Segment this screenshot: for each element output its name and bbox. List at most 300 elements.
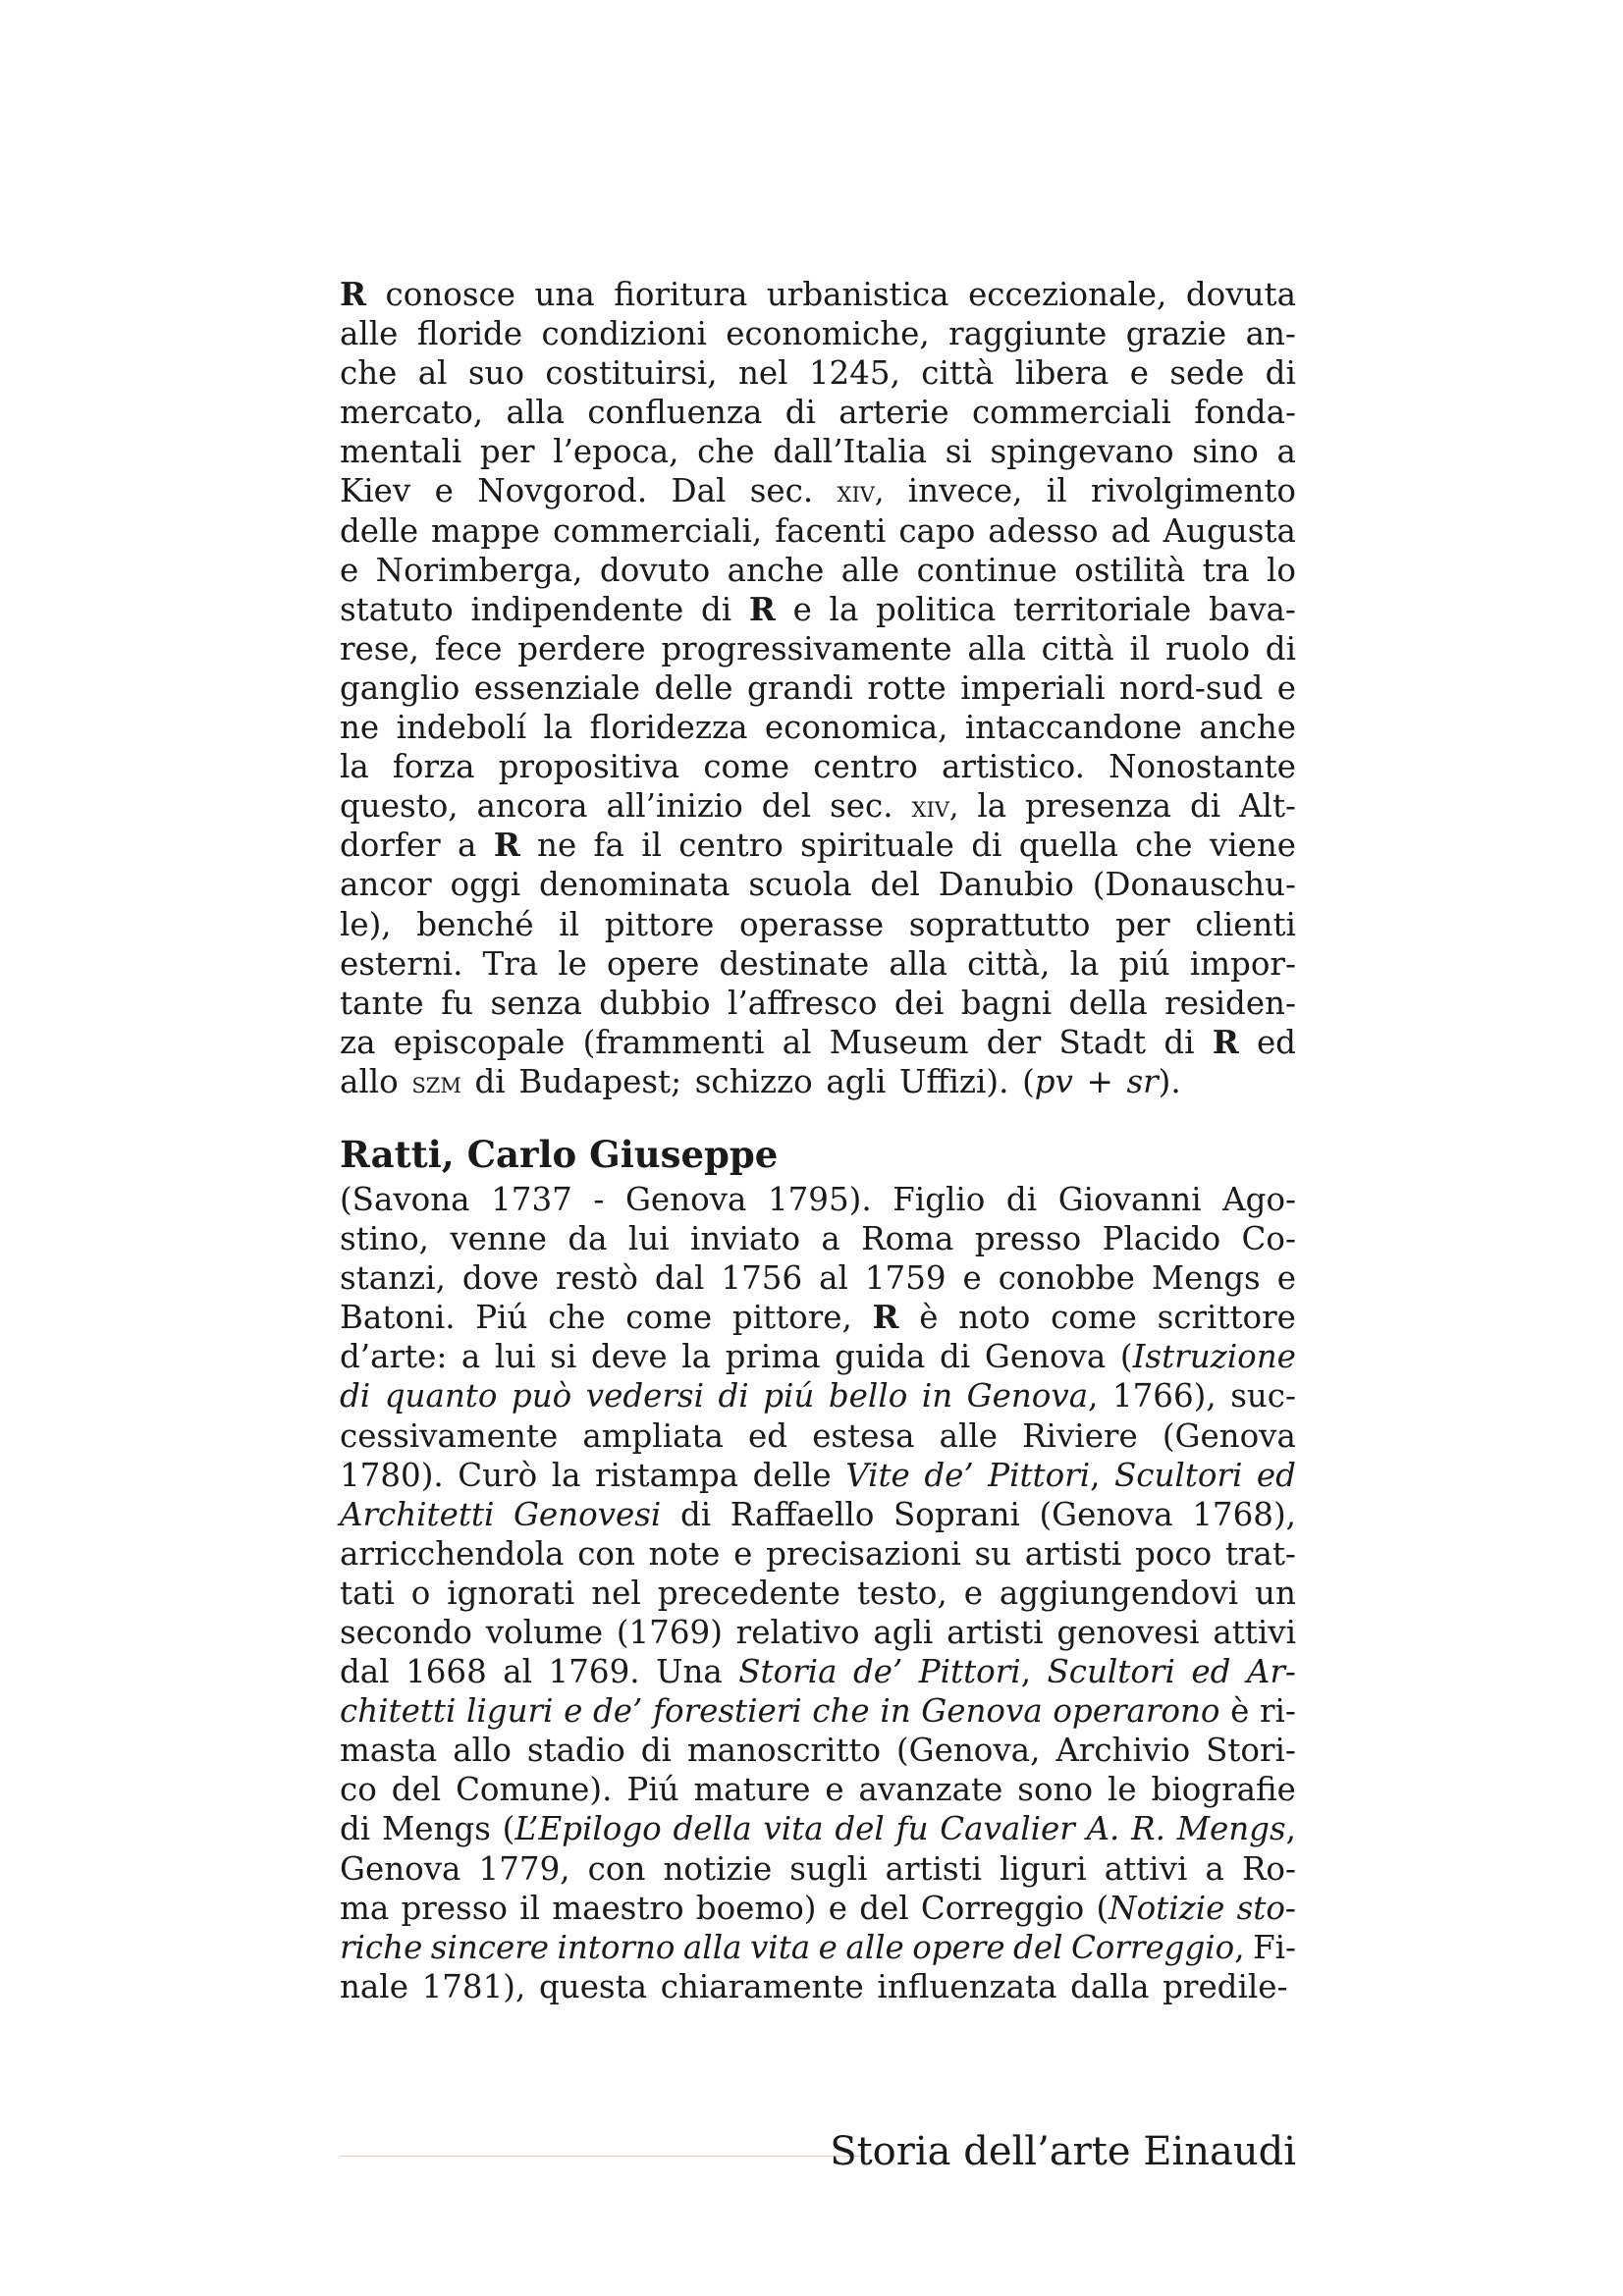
word: (Notizie xyxy=(1096,1889,1225,1927)
word: senza xyxy=(490,984,582,1022)
word: presso xyxy=(974,1220,1082,1258)
word: di xyxy=(1265,629,1296,667)
word: denominata xyxy=(538,866,730,904)
word: territoriale xyxy=(1012,590,1192,628)
word: il xyxy=(1046,472,1067,510)
word: Kiev xyxy=(340,472,411,510)
word: 1780). xyxy=(340,1456,444,1494)
word: impor- xyxy=(1189,944,1296,983)
word: ancor xyxy=(340,866,432,904)
word: dove xyxy=(461,1259,539,1298)
word: sugli xyxy=(789,1849,868,1888)
text-line xyxy=(340,1809,1296,1848)
word: di xyxy=(700,590,732,628)
text-line xyxy=(340,1928,1296,1967)
word: Ago- xyxy=(1222,1180,1296,1218)
word: centro xyxy=(813,748,918,786)
word: Fi- xyxy=(1253,1928,1296,1966)
word: commerciali, xyxy=(552,511,763,550)
word: 1781), xyxy=(421,1967,526,2005)
word: indebolí xyxy=(396,709,527,747)
word: ampliata xyxy=(582,1416,724,1455)
word: Museum xyxy=(829,1023,969,1061)
word: operasse xyxy=(739,905,885,943)
word: quella xyxy=(1018,827,1118,865)
text-line xyxy=(340,511,1296,551)
word: nel xyxy=(591,1574,641,1612)
word: le xyxy=(1107,1771,1137,1809)
word: è xyxy=(919,1299,939,1337)
word: ri- xyxy=(1260,1692,1296,1731)
word: alla xyxy=(889,944,947,983)
word: libera xyxy=(1014,354,1109,393)
word: alle xyxy=(840,551,900,589)
word: der xyxy=(986,1023,1042,1061)
word: facenti xyxy=(775,511,887,550)
word: opere xyxy=(607,944,700,983)
word: masta xyxy=(340,1732,438,1770)
word: operarono xyxy=(1053,1692,1220,1731)
footer-title: Storia dell’arte Einaudi xyxy=(830,2129,1296,2174)
word: centro xyxy=(678,827,784,865)
word: costituirsi, xyxy=(545,354,718,393)
word: lui xyxy=(627,1220,670,1258)
word: statuto xyxy=(340,590,454,628)
word: sincere xyxy=(430,1928,549,1966)
text-line xyxy=(340,786,1296,826)
text-line xyxy=(340,471,1296,510)
word: confluenza xyxy=(587,394,763,432)
word: ne xyxy=(340,709,380,747)
text-line xyxy=(340,1337,1296,1376)
word: fu xyxy=(895,1810,929,1848)
word: alla xyxy=(682,1928,742,1966)
text-line xyxy=(340,668,1296,708)
word: pittore, xyxy=(731,1299,852,1337)
text-line xyxy=(340,826,1296,865)
word: artisti xyxy=(947,1614,1044,1651)
word: biografie xyxy=(1151,1771,1296,1809)
word: Tra xyxy=(482,944,539,983)
word: stanzi, xyxy=(340,1259,446,1298)
word: spingevano xyxy=(990,433,1174,471)
word: xiv, xyxy=(911,790,959,826)
word: e xyxy=(825,1771,844,1809)
word: per xyxy=(479,433,535,471)
word: clienti xyxy=(1195,905,1296,943)
word: delle xyxy=(340,511,419,550)
word: za xyxy=(340,1023,376,1061)
word: adesso xyxy=(988,511,1099,550)
word: essenziale xyxy=(473,668,641,707)
word: R xyxy=(1212,1022,1239,1061)
word: Raffaello xyxy=(730,1495,875,1533)
word: inviato xyxy=(689,1220,801,1258)
word: alla xyxy=(967,629,1026,667)
word: di xyxy=(1189,787,1221,826)
word: al xyxy=(782,1023,812,1061)
word: (Donauschu- xyxy=(1092,866,1296,904)
word: come xyxy=(625,1299,713,1337)
word: R xyxy=(493,826,520,865)
word: come xyxy=(703,748,790,786)
word: riche xyxy=(340,1928,423,1966)
word: il xyxy=(519,1889,540,1927)
text-line xyxy=(340,1416,1296,1456)
word: dal xyxy=(654,1259,705,1298)
word: sino xyxy=(1192,433,1259,471)
word: (1769) xyxy=(616,1614,723,1651)
word: commerciali xyxy=(971,394,1171,432)
word: Roma xyxy=(861,1220,954,1258)
word: con xyxy=(577,1534,635,1573)
word: piú xyxy=(1118,944,1170,983)
text-line xyxy=(340,275,1296,314)
word: eccezionale, xyxy=(968,276,1167,313)
word: Correggio, xyxy=(1070,1928,1245,1966)
word: Pittori, xyxy=(918,1653,1032,1691)
word: che xyxy=(1135,827,1193,865)
word: fece xyxy=(434,629,503,667)
word: 1759 xyxy=(864,1259,947,1298)
word: estesa xyxy=(812,1416,915,1455)
word: lui xyxy=(494,1338,536,1376)
word: nale xyxy=(340,1967,408,2005)
word: di xyxy=(474,1062,506,1100)
word: agli xyxy=(873,1614,934,1651)
word: propositiva xyxy=(498,748,680,786)
word: Danubio xyxy=(938,866,1074,904)
word: intaccandone xyxy=(964,709,1182,747)
text-line xyxy=(340,551,1296,590)
word: alle xyxy=(939,1416,998,1455)
word: ostilità xyxy=(1074,551,1186,589)
word: Figlio xyxy=(893,1180,986,1218)
word: a xyxy=(1276,433,1296,471)
word: alle xyxy=(340,315,399,353)
word: presenza xyxy=(1025,787,1171,826)
word: quanto xyxy=(384,1377,498,1415)
word: economiche, xyxy=(726,315,930,353)
word: testo, xyxy=(856,1574,947,1612)
word: e xyxy=(733,1534,753,1573)
word: de’ xyxy=(924,1456,974,1494)
word: chitetti xyxy=(340,1692,457,1731)
word: nord-sud xyxy=(1119,668,1264,707)
word: bello xyxy=(828,1377,908,1415)
word: al xyxy=(819,1259,848,1298)
word: R xyxy=(748,589,776,628)
word: o xyxy=(410,1574,431,1612)
word: Ro- xyxy=(1241,1849,1296,1888)
word: floride xyxy=(416,315,523,353)
word: e xyxy=(1276,1259,1296,1298)
word: Comune). xyxy=(456,1771,613,1809)
word: a xyxy=(458,827,477,865)
word: deve xyxy=(590,1338,668,1376)
word: Batoni. xyxy=(340,1299,456,1337)
word: restò xyxy=(555,1259,638,1298)
word: (Genova xyxy=(1039,1495,1173,1533)
word: alla xyxy=(506,394,566,432)
word: dei xyxy=(893,984,945,1022)
word: chiaramente xyxy=(660,1967,864,2005)
word: all’inizio xyxy=(606,787,743,826)
word: esterni. xyxy=(340,944,463,983)
word: Curò xyxy=(458,1456,538,1494)
word: urbanistica xyxy=(766,276,949,313)
word: conosce xyxy=(385,276,515,313)
word: da xyxy=(568,1220,608,1258)
text-line xyxy=(340,629,1296,668)
word: Vite xyxy=(845,1456,910,1494)
entry-ratti-paragraph xyxy=(340,1180,1296,2006)
word: il xyxy=(559,905,580,943)
word: come xyxy=(1051,1299,1137,1337)
word: maestro xyxy=(552,1889,684,1927)
word: è xyxy=(1230,1692,1250,1731)
word: attivi xyxy=(1104,1849,1188,1888)
word: del xyxy=(391,1771,442,1809)
word: sec. xyxy=(830,787,893,826)
word: suc- xyxy=(1230,1377,1296,1415)
word: questa xyxy=(538,1967,648,2005)
word: che xyxy=(548,1299,606,1337)
word: città, xyxy=(967,944,1051,983)
word: R xyxy=(340,275,367,313)
word: ganglio xyxy=(340,668,460,707)
word: in xyxy=(921,1377,953,1415)
word: Soprani xyxy=(893,1495,1020,1533)
word: Placido xyxy=(1102,1220,1221,1258)
word: 1668 xyxy=(406,1653,487,1691)
text-line xyxy=(340,1298,1296,1337)
word: imperiali xyxy=(960,668,1106,707)
word: mappe xyxy=(431,511,541,550)
word: Genova xyxy=(624,1180,747,1218)
word: Norimberga, xyxy=(375,551,583,589)
word: Stori- xyxy=(1206,1732,1296,1770)
word: Correggio xyxy=(920,1889,1085,1927)
word: questo, xyxy=(340,787,459,826)
word: di xyxy=(340,1810,371,1848)
word: Piú xyxy=(475,1299,528,1337)
word: politica xyxy=(876,590,997,628)
word: la xyxy=(551,1456,581,1494)
word: alle xyxy=(845,1928,904,1966)
word: grandi xyxy=(746,668,853,707)
word: perdere xyxy=(517,629,646,667)
word: dall’Italia xyxy=(773,433,927,471)
word: sede xyxy=(1169,354,1245,393)
word: e xyxy=(340,551,359,589)
word: oggi xyxy=(450,866,521,904)
word: secondo xyxy=(340,1614,472,1651)
word: in xyxy=(880,1692,911,1731)
word: destinate xyxy=(719,944,870,983)
text-line xyxy=(340,865,1296,904)
text-line xyxy=(340,1258,1296,1298)
word: di xyxy=(1005,1180,1038,1218)
text-line xyxy=(340,905,1296,944)
word: si xyxy=(550,1338,577,1376)
word: Genova, xyxy=(966,1377,1099,1415)
word: Scultori xyxy=(1047,1653,1175,1691)
word: Dal xyxy=(671,472,727,510)
word: artisti xyxy=(885,1849,983,1888)
word: de’ xyxy=(592,1692,643,1731)
word: con xyxy=(587,1849,646,1888)
word: Storia xyxy=(738,1653,838,1691)
word: economica, xyxy=(764,709,948,747)
word: Mengs, xyxy=(1176,1810,1296,1848)
word: a xyxy=(821,1220,840,1258)
word: per xyxy=(1115,905,1170,943)
word: di xyxy=(679,1495,712,1533)
word: soprattutto xyxy=(908,905,1091,943)
word: - xyxy=(593,1180,605,1218)
word: poco xyxy=(1135,1534,1213,1573)
word: e xyxy=(818,1928,838,1966)
word: relativo xyxy=(735,1614,860,1651)
word: mature xyxy=(693,1771,811,1809)
word: vedersi xyxy=(585,1377,704,1415)
word: a xyxy=(460,1338,481,1376)
word: aggiungendovi xyxy=(999,1574,1239,1612)
word: viene xyxy=(1209,827,1296,865)
word: di xyxy=(718,1377,749,1415)
word: Riviere xyxy=(1022,1416,1138,1455)
word: del xyxy=(870,866,920,904)
word: notizie xyxy=(663,1849,773,1888)
word: conobbe xyxy=(998,1259,1135,1298)
word: artisti xyxy=(1024,1534,1122,1573)
word: dalla xyxy=(1070,1967,1150,2005)
word: fonda- xyxy=(1194,394,1296,432)
text-line xyxy=(340,1849,1296,1889)
word: di xyxy=(340,1377,371,1415)
text-line xyxy=(340,944,1296,984)
word: 1779, xyxy=(478,1849,570,1888)
word: sec. xyxy=(749,472,814,510)
word: Mengs xyxy=(1151,1259,1261,1298)
word: Ar- xyxy=(1246,1653,1296,1691)
word: e xyxy=(434,472,454,510)
word: delle xyxy=(654,668,733,707)
word: rotte xyxy=(867,668,947,707)
text-line xyxy=(340,1062,1296,1101)
word: A. xyxy=(1086,1810,1120,1848)
word: tante xyxy=(340,984,424,1022)
word: (Istruzione xyxy=(1119,1338,1296,1376)
word: 1737 xyxy=(491,1180,572,1218)
word: che xyxy=(697,433,755,471)
word: 1769. xyxy=(548,1653,640,1691)
text-line xyxy=(340,1180,1296,1219)
word: cessivamente xyxy=(340,1416,559,1455)
word: che xyxy=(812,1692,870,1731)
text-line xyxy=(340,1023,1296,1062)
word: Mengs xyxy=(381,1810,491,1848)
word: ne xyxy=(537,827,577,865)
word: szm xyxy=(411,1065,461,1100)
word: sr). xyxy=(1126,1062,1181,1100)
text-line xyxy=(340,984,1296,1023)
word: del xyxy=(761,787,812,826)
word: Genova xyxy=(340,1849,461,1888)
word: R. xyxy=(1131,1810,1165,1848)
word: arterie xyxy=(839,394,949,432)
word: fu xyxy=(441,984,474,1022)
word: indipendente xyxy=(470,590,684,628)
word: Co- xyxy=(1241,1220,1296,1258)
word: Giovanni xyxy=(1057,1180,1202,1218)
word: stino, xyxy=(340,1220,429,1258)
word: genovesi xyxy=(1056,1614,1200,1651)
word: stadio xyxy=(526,1732,625,1770)
word: guida xyxy=(835,1338,926,1376)
word: la xyxy=(1069,944,1100,983)
word: Budapest; xyxy=(518,1062,682,1100)
word: liguri xyxy=(1000,1849,1087,1888)
word: 1756 xyxy=(721,1259,803,1298)
word: (frammenti xyxy=(582,1023,765,1061)
word: un xyxy=(1255,1574,1296,1612)
text-line xyxy=(340,1770,1296,1809)
word: Stadt xyxy=(1058,1023,1147,1061)
word: di xyxy=(1163,1023,1195,1061)
word: e xyxy=(962,1259,982,1298)
word: Augusta xyxy=(1163,511,1296,550)
word: (pv xyxy=(1022,1062,1073,1100)
word: Uffizi). xyxy=(899,1062,1009,1100)
word: (L’Epilogo xyxy=(502,1810,662,1848)
word: co xyxy=(340,1771,377,1809)
word: del xyxy=(859,1889,909,1927)
word: il xyxy=(1129,629,1151,667)
word: le xyxy=(558,944,587,983)
word: Nonostante xyxy=(1109,748,1296,786)
word: l’epoca, xyxy=(553,433,679,471)
word: sto- xyxy=(1236,1889,1296,1927)
word: Una xyxy=(656,1653,723,1691)
word: 1768), xyxy=(1192,1495,1296,1533)
word: vita xyxy=(749,1928,811,1966)
word: suo xyxy=(467,354,525,393)
word: forestieri xyxy=(652,1692,802,1731)
word: su xyxy=(974,1534,1012,1573)
word: si xyxy=(945,433,972,471)
word: ed xyxy=(1191,1653,1231,1691)
word: manoscritto xyxy=(686,1732,882,1770)
word: città xyxy=(1041,629,1114,667)
word: avanzate xyxy=(858,1771,1003,1809)
word: progressivamente xyxy=(661,629,952,667)
word: può xyxy=(511,1377,572,1415)
word: che xyxy=(340,354,398,393)
word: allo xyxy=(340,1062,399,1100)
word: a xyxy=(1205,1849,1224,1888)
word: arricchendola xyxy=(340,1534,565,1573)
word: e xyxy=(1129,354,1150,393)
word: (Genova xyxy=(1162,1416,1296,1455)
word: le), xyxy=(340,905,392,943)
word: di xyxy=(940,1338,971,1376)
text-line xyxy=(340,1456,1296,1495)
word: trat- xyxy=(1224,1534,1296,1573)
text-line xyxy=(340,314,1296,353)
word: invece, xyxy=(907,472,1023,510)
